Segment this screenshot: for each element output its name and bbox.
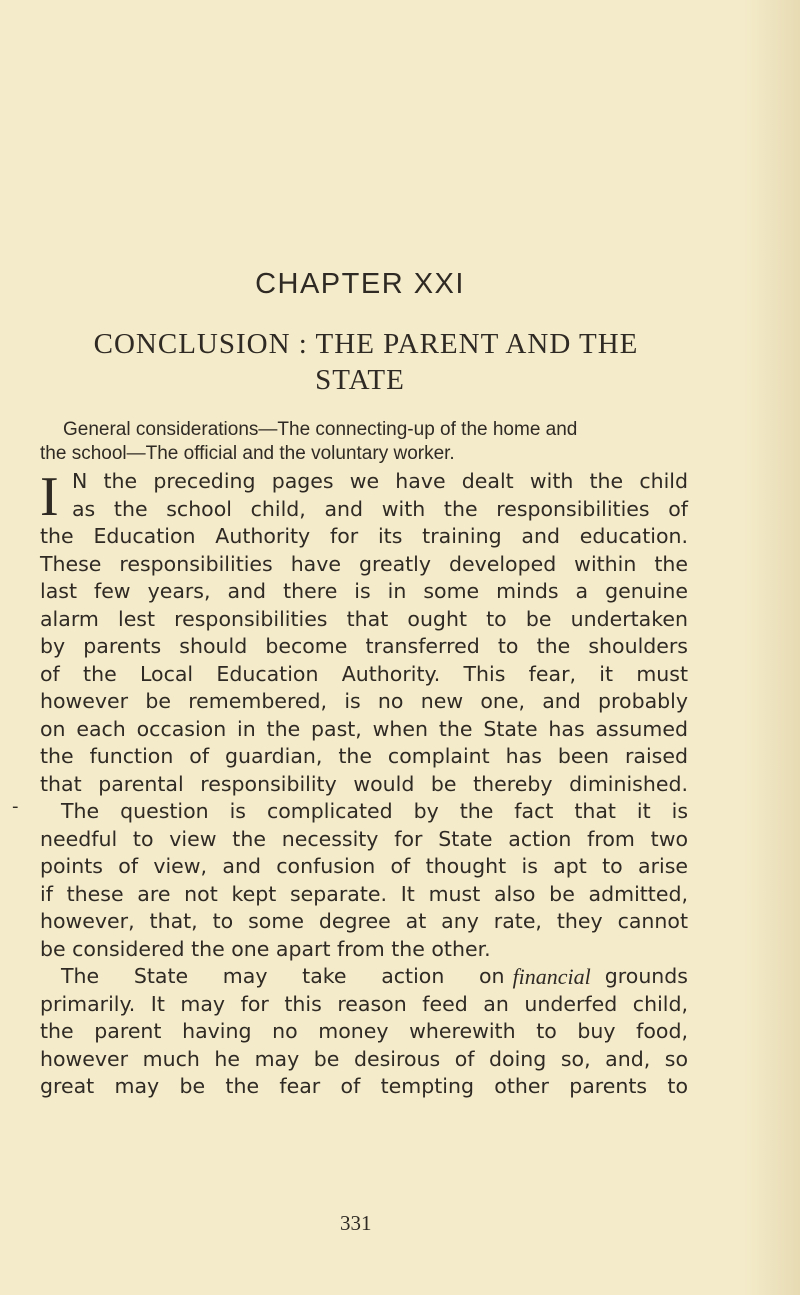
body-line: the parent having no money wherewith to buy food, <box>40 1019 688 1043</box>
body-line: on each occasion in the past, when the State has assumed <box>40 716 688 741</box>
body-line: N the preceding pages we have dealt with the child <box>72 469 688 493</box>
body-line: however, that, to some degree at any rate, they cannot <box>40 909 688 933</box>
body-line: the function of guardian, the complaint has been raised <box>40 744 688 768</box>
body-line: if these are not kept separate. It must also be admitted, <box>40 881 688 906</box>
body-line-segment: The State may take action on <box>61 964 505 988</box>
body-line: great may be the fear of tempting other parents to <box>40 1074 688 1098</box>
chapter-heading: CHAPTER XXI <box>255 268 465 300</box>
chapter-synopsis-line-1: General considerations—The connecting-up of the home and <box>63 419 578 440</box>
body-line: be considered the one apart from the other. <box>40 936 491 961</box>
body-line: needful to view the necessity for State action from two <box>40 826 688 851</box>
body-line: The question is complicated by the fact that it is <box>61 799 688 823</box>
body-line-with-italic <box>61 963 688 991</box>
italic-word: financial <box>512 964 591 989</box>
body-line: however be remembered, is no new one, and probably <box>40 689 688 713</box>
chapter-title-line-2: STATE <box>315 364 405 396</box>
chapter-synopsis-line-2: the school—The official and the voluntary worker. <box>40 443 455 464</box>
body-line: however much he may be desirous of doing so, and, so <box>40 1046 688 1071</box>
body-line: These responsibilities have greatly developed within the <box>40 551 688 576</box>
body-line: primarily. It may for this reason feed an underfed child, <box>40 991 688 1016</box>
body-line: by parents should become transferred to the shoulders <box>40 634 688 658</box>
body-line-segment: grounds <box>604 964 688 988</box>
margin-mark: - <box>12 796 19 817</box>
page-number: 331 <box>340 1211 372 1235</box>
body-line: the Education Authority for its training and education. <box>40 524 688 548</box>
body-line: last few years, and there is in some minds a genuine <box>40 579 688 603</box>
body-line: of the Local Education Authority. This fear, it must <box>40 661 688 686</box>
body-line: alarm lest responsibilities that ought to be undertaken <box>40 606 688 631</box>
drop-cap: I <box>40 466 59 528</box>
body-text <box>40 468 688 1208</box>
body-line: as the school child, and with the responsibilities of <box>72 496 688 521</box>
chapter-title-line-1: CONCLUSION : THE PARENT AND THE <box>93 328 639 360</box>
body-line: points of view, and confusion of thought is apt to arise <box>40 854 688 878</box>
body-line: that parental responsibility would be thereby diminished. <box>40 771 688 796</box>
